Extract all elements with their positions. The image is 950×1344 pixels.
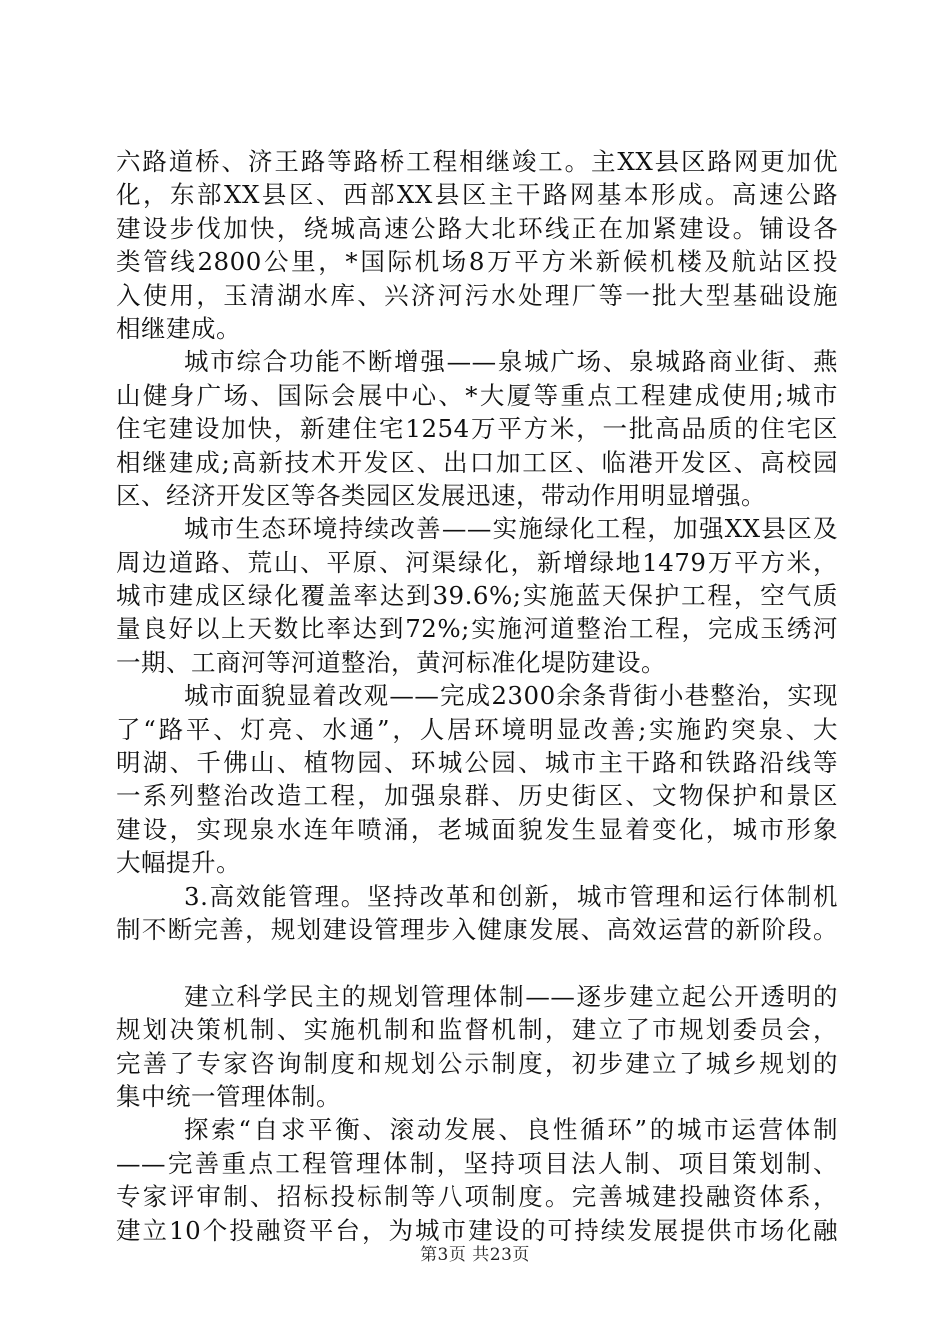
text-line: 规划决策机制、实施机制和监督机制，建立了市规划委员会，	[116, 1015, 838, 1045]
paragraph-spacer	[116, 946, 838, 979]
document-body	[116, 145, 838, 1247]
paragraph-efficient-management	[116, 880, 838, 947]
text-line: 专家评审制、招标投标制等八项制度。完善城建投融资体系，	[116, 1182, 838, 1212]
text-line: 集中统一管理体制。	[116, 1081, 341, 1111]
text-line: 山健身广场、国际会展中心、*大厦等重点工程建成使用;城市	[116, 380, 838, 410]
text-line: 化，东部XX县区、西部XX县区主干路网基本形成。高速公路	[116, 180, 838, 210]
text-line: 了“路平、灯亮、水通”，人居环境明显改善;实施趵突泉、大	[116, 714, 838, 744]
text-line: 一期、工商河等河道整治，黄河标准化堤防建设。	[116, 647, 666, 677]
text-line: 入使用，玉清湖水库、兴济河污水处理厂等一批大型基础设施	[116, 280, 838, 310]
paragraph-infrastructure	[116, 145, 838, 345]
text-line: 周边道路、荒山、平原、河渠绿化，新增绿地1479万平方米，	[116, 547, 838, 577]
text-line: 建立10个投融资平台，为城市建设的可持续发展提供市场化融	[116, 1215, 838, 1245]
text-line: 建设步伐加快，绕城高速公路大北环线正在加紧建设。铺设各	[116, 213, 838, 243]
text-line: 建设，实现泉水连年喷涌，老城面貌发生显着变化，城市形象	[116, 814, 838, 844]
text-line: 相继建成;高新技术开发区、出口加工区、临港开发区、高校园	[116, 447, 838, 477]
paragraph-urban-function	[116, 345, 838, 512]
text-line: 完善了专家咨询制度和规划公示制度，初步建立了城乡规划的	[116, 1048, 838, 1078]
paragraph-city-appearance	[116, 679, 838, 879]
text-line: ——完善重点工程管理体制，坚持项目法人制、项目策划制、	[116, 1148, 838, 1178]
text-line: 城市建成区绿化覆盖率达到39.6%;实施蓝天保护工程，空气质	[116, 581, 838, 611]
text-line: 城市生态环境持续改善——实施绿化工程，加强XX县区及	[184, 514, 838, 544]
text-line: 区、经济开发区等各类园区发展迅速，带动作用明显增强。	[116, 480, 766, 510]
page-number-footer: 第3页 共23页	[420, 1245, 530, 1265]
text-line: 3.高效能管理。坚持改革和创新，城市管理和运行体制机	[184, 881, 838, 911]
text-line: 类管线2800公里，*国际机场8万平方米新候机楼及航站区投	[116, 247, 838, 277]
text-line: 相继建成。	[116, 313, 241, 343]
text-line: 制不断完善，规划建设管理步入健康发展、高效运营的新阶段。	[116, 914, 838, 944]
text-line: 探索“自求平衡、滚动发展、良性循环”的城市运营体制	[184, 1115, 838, 1145]
text-line: 六路道桥、济王路等路桥工程相继竣工。主XX县区路网更加优	[116, 147, 838, 176]
paragraph-operation-system	[116, 1113, 838, 1247]
text-line: 城市面貌显着改观——完成2300余条背街小巷整治，实现	[184, 681, 838, 711]
text-line: 建立科学民主的规划管理体制——逐步建立起公开透明的	[184, 981, 838, 1011]
text-line: 住宅建设加快，新建住宅1254万平方米，一批高品质的住宅区	[116, 414, 838, 444]
text-line: 城市综合功能不断增强——泉城广场、泉城路商业街、燕	[184, 347, 838, 377]
text-line: 明湖、千佛山、植物园、环城公园、城市主干路和铁路沿线等	[116, 748, 838, 778]
paragraph-ecology	[116, 512, 838, 679]
text-line: 量良好以上天数比率达到72%;实施河道整治工程，完成玉绣河	[116, 614, 838, 644]
text-line: 一系列整治改造工程，加强泉群、历史街区、文物保护和景区	[116, 781, 838, 811]
paragraph-planning-system	[116, 980, 838, 1114]
text-line: 大幅提升。	[116, 848, 241, 878]
